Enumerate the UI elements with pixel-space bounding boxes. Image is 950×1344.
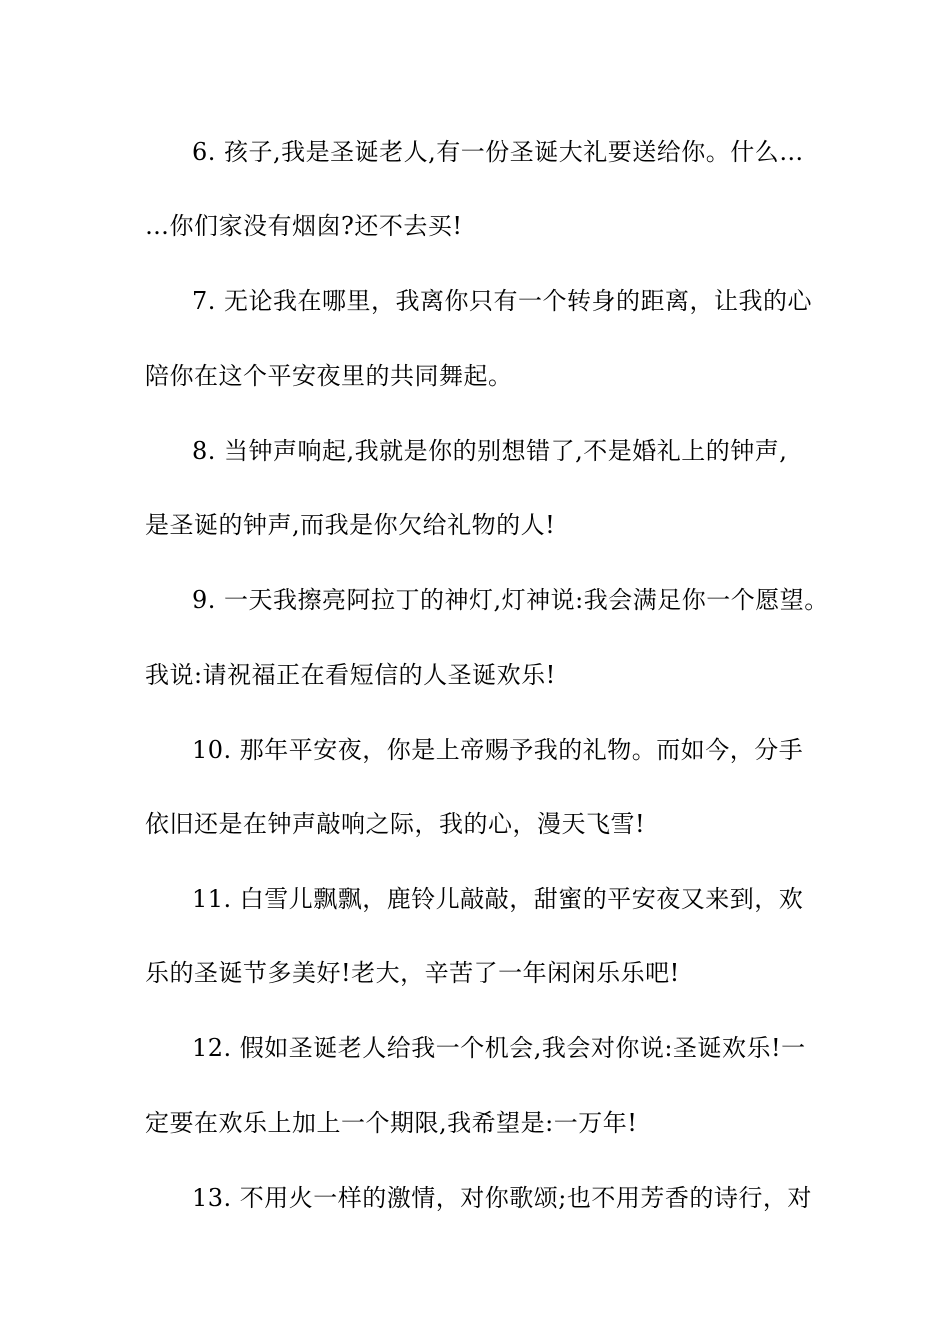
item-8-line-2: 是圣诞的钟声,而我是你欠给礼物的人! xyxy=(145,511,556,539)
item-6-line-1: 6. 孩子,我是圣诞老人,有一份圣诞大礼要送给你。什么… xyxy=(192,138,804,166)
item-10-line-1: 10. 那年平安夜，你是上帝赐予我的礼物。而如今，分手 xyxy=(192,736,804,764)
item-8-line-1: 8. 当钟声响起,我就是你的别想错了,不是婚礼上的钟声, xyxy=(192,437,788,465)
item-11-line-1: 11. 白雪儿飘飘，鹿铃儿敲敲，甜蜜的平安夜又来到，欢 xyxy=(192,885,804,913)
item-11-line-2: 乐的圣诞节多美好!老大，辛苦了一年闲闲乐乐吧! xyxy=(145,959,680,987)
item-7-line-1: 7. 无论我在哪里，我离你只有一个转身的距离，让我的心 xyxy=(192,287,813,315)
item-10-line-2: 依旧还是在钟声敲响之际，我的心，漫天飞雪! xyxy=(145,810,646,838)
item-13-line-1: 13. 不用火一样的激情，对你歌颂;也不用芳香的诗行，对 xyxy=(192,1184,812,1212)
item-9-line-2: 我说:请祝福正在看短信的人圣诞欢乐! xyxy=(145,661,556,689)
item-12-line-2: 定要在欢乐上加上一个期限,我希望是:一万年! xyxy=(145,1109,638,1137)
item-7-line-2: 陪你在这个平安夜里的共同舞起。 xyxy=(145,362,513,390)
item-9-line-1: 9. 一天我擦亮阿拉丁的神灯,灯神说:我会满足你一个愿望。 xyxy=(192,586,829,614)
item-12-line-1: 12. 假如圣诞老人给我一个机会,我会对你说:圣诞欢乐!一 xyxy=(192,1034,806,1062)
item-6-line-2: …你们家没有烟囱?还不去买! xyxy=(145,212,463,240)
